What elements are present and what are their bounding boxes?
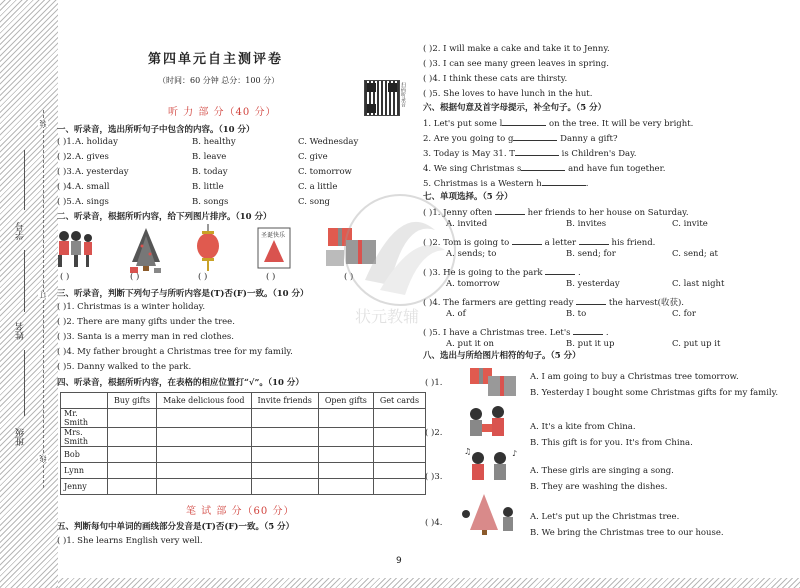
pronunciation-item: ( )2. I will make a cake and take it to Jenny. <box>423 44 610 54</box>
cut-mark: 装 <box>39 120 47 127</box>
table-row <box>61 463 426 479</box>
answer-slot[interactable]: ( ) <box>266 272 276 282</box>
choice-option[interactable]: C. put up it <box>672 339 721 349</box>
option-text: B. songs <box>192 197 229 207</box>
statement-item: ( )1. Christmas is a winter holiday. <box>57 302 206 312</box>
section-8-pictures <box>462 362 522 542</box>
check-cell[interactable] <box>251 409 318 428</box>
boy-girl-gift-picture <box>470 406 504 436</box>
answer-slot[interactable]: ( )5. <box>57 197 75 207</box>
blank-input[interactable] <box>576 295 606 305</box>
choice-option[interactable]: B. invites <box>566 219 607 229</box>
blank-input[interactable] <box>573 325 603 335</box>
question-part: ( )5. I have a Christmas tree. Let's <box>423 328 574 338</box>
choice-option[interactable]: A. invited <box>446 219 488 229</box>
pronunciation-item: ( )4. I think these cats are thirsty. <box>423 74 568 84</box>
sentence-option[interactable]: A. It's a kite from China. <box>530 422 636 432</box>
blank-input[interactable] <box>542 176 586 186</box>
blank-input[interactable] <box>545 265 575 275</box>
question-part: . <box>575 268 581 278</box>
answer-slot[interactable]: ( )1. <box>425 378 443 388</box>
option-text: C. a little <box>298 182 338 192</box>
option-text: A. small <box>75 182 110 192</box>
question-part: a letter <box>541 238 579 248</box>
check-cell[interactable] <box>108 409 157 428</box>
sentence-option[interactable]: B. They are washing the dishes. <box>530 482 668 492</box>
watermark-text: 状元教辅 <box>355 307 420 326</box>
option-text: B. today <box>192 167 228 177</box>
svg-text:♫: ♫ <box>464 447 472 456</box>
choice-option[interactable]: B. to <box>566 309 587 319</box>
sentence-option[interactable]: B. This gift is for you. It's from China. <box>530 438 693 448</box>
option-text: B. healthy <box>192 137 236 147</box>
section-3-title: 三、听录音，判断下列句子与所听内容是(T)否(F)一致。（10 分） <box>57 289 309 299</box>
question-part: ( )4. The farmers are getting ready <box>423 298 577 308</box>
choice-option[interactable]: C. send; at <box>672 249 718 259</box>
choice-option[interactable]: B. put it up <box>566 339 615 349</box>
option-text: A. sings <box>75 197 109 207</box>
check-cell[interactable] <box>251 479 318 495</box>
question-part: ( )1. Jenny often <box>423 208 495 218</box>
check-cell[interactable] <box>318 463 373 479</box>
check-cell[interactable] <box>108 428 157 447</box>
check-cell[interactable] <box>157 479 251 495</box>
check-cell[interactable] <box>157 447 251 463</box>
section-5-title: 五、判断每句中单词的画线部分发音是(T)否(F)一致。（5 分） <box>57 522 295 532</box>
check-cell[interactable] <box>373 479 425 495</box>
bottom-margin <box>58 578 800 588</box>
option-text: C. Wednesday <box>298 137 359 147</box>
answer-slot[interactable]: ( )2. <box>57 152 75 162</box>
choice-option[interactable]: A. sends; to <box>446 249 497 259</box>
check-cell[interactable] <box>373 447 425 463</box>
row-label: Mr. Smith <box>61 409 108 428</box>
answer-slot[interactable]: ( )2. <box>425 428 443 438</box>
prompt-text: Danny a gift? <box>557 134 618 144</box>
prompt-text: on the tree. It will be very bright. <box>546 119 694 129</box>
qr-caption: 扫码听录音 <box>400 82 406 107</box>
answer-slot[interactable]: ( ) <box>344 272 354 282</box>
prompt-text: 1. Let's put some l <box>423 119 503 129</box>
check-cell[interactable] <box>251 447 318 463</box>
question-part: ( )2. Tom is going to <box>423 238 512 248</box>
check-cell[interactable] <box>318 447 373 463</box>
pronunciation-item: ( )1. She learns English very well. <box>57 536 203 546</box>
section-1-title: 一、听录音，选出所听句子中包含的内容。（10 分） <box>57 125 255 135</box>
statement-item: ( )3. Santa is a merry man in red clothes. <box>57 332 234 342</box>
answer-slot[interactable]: ( )3. <box>425 472 443 482</box>
choice-option[interactable]: A. tomorrow <box>446 279 500 289</box>
table-row <box>61 447 426 463</box>
option-text: A. yesterday <box>75 167 129 177</box>
prompt-text: is Children's Day. <box>558 149 637 159</box>
girls-singing-picture <box>464 447 517 480</box>
fill-blank-item <box>423 131 618 144</box>
section-4-title: 四、听录音，根据所听内容，在表格的相应位置打“√”。（10 分） <box>57 378 304 388</box>
page-number: 9 <box>396 556 402 566</box>
check-cell[interactable] <box>318 479 373 495</box>
prompt-text: 3. Today is May 31. T <box>423 149 515 159</box>
table-row <box>61 409 426 428</box>
choice-option[interactable]: A. put it on <box>446 339 495 349</box>
watermark-logo <box>335 190 465 330</box>
table-row <box>61 479 426 495</box>
question-part: his friend. <box>608 238 656 248</box>
blank-input[interactable] <box>513 131 557 141</box>
column-header: Open gifts <box>318 393 373 409</box>
fill-line <box>24 350 25 416</box>
answer-slot[interactable]: ( )1. <box>57 137 75 147</box>
fill-blank-item <box>423 146 636 159</box>
table-header <box>61 393 426 409</box>
cut-line <box>43 110 44 488</box>
sentence-option[interactable]: A. I am going to buy a Christmas tree tomorrow. <box>530 372 739 382</box>
sentence-option[interactable]: B. We bring the Christmas tree to our house. <box>530 528 724 538</box>
answer-slot[interactable]: ( )4. <box>57 182 75 192</box>
class-label: 班级 <box>16 428 26 446</box>
pronunciation-item: ( )3. I can see many green leaves in spring. <box>423 59 609 69</box>
prompt-text: 5. Christmas is a Western h <box>423 179 542 189</box>
table-row <box>61 428 426 447</box>
check-cell[interactable] <box>318 428 373 447</box>
check-cell[interactable] <box>157 463 251 479</box>
blank-input[interactable] <box>495 205 525 215</box>
choice-option[interactable]: C. invite <box>672 219 708 229</box>
exam-meta: （时间：60 分钟 总分：100 分） <box>158 76 280 85</box>
check-cell[interactable] <box>251 428 318 447</box>
choice-option[interactable]: B. send; for <box>566 249 616 259</box>
question-part: the harvest(收获). <box>606 298 684 308</box>
prompt-text: 2. Are you going to g <box>423 134 514 144</box>
question-part: her friends to her house on Saturday. <box>524 208 689 218</box>
question-part: . <box>603 328 609 338</box>
prompt-text: . <box>585 179 589 189</box>
prompt-text: and have fun together. <box>565 164 666 174</box>
answer-slot[interactable]: ( ) <box>198 272 208 282</box>
check-cell[interactable] <box>108 463 157 479</box>
statement-item: ( )2. There are many gifts under the tree. <box>57 317 235 327</box>
column-header: Invite friends <box>251 393 318 409</box>
check-cell[interactable] <box>373 463 425 479</box>
section-6-title: 六、根据句意及首字母提示，补全句子。（5 分） <box>423 103 607 113</box>
cut-mark: 线 <box>39 455 47 462</box>
decorating-tree-picture <box>462 494 513 535</box>
name-label: 姓名 <box>16 322 26 340</box>
column-header: Make delicious food <box>157 393 251 409</box>
check-cell[interactable] <box>373 428 425 447</box>
writing-heading: 笔 试 部 分（60 分） <box>186 506 295 517</box>
check-cell[interactable] <box>251 463 318 479</box>
card-text: 圣诞快乐 <box>261 232 286 239</box>
sentence-option[interactable]: A. Let's put up the Christmas tree. <box>530 512 680 522</box>
page-title: 第四单元自主测评卷 <box>148 52 284 67</box>
row-label: Jenny <box>61 479 108 495</box>
check-cell[interactable] <box>157 409 251 428</box>
blank-input[interactable] <box>521 161 565 171</box>
row-label: Mrs. Smith <box>61 428 108 447</box>
option-text: C. give <box>298 152 328 162</box>
check-table <box>60 392 426 495</box>
question-part: ( )3. He is going to the park <box>423 268 546 278</box>
column-header: Get cards <box>373 393 425 409</box>
fill-blank-item <box>423 161 665 174</box>
blank-input[interactable] <box>512 235 542 245</box>
option-text: C. tomorrow <box>298 167 352 177</box>
svg-text:♪: ♪ <box>512 449 518 458</box>
section-2-title: 二、听录音，根据所听内容，给下列图片排序。（10 分） <box>57 212 272 222</box>
option-text: A. holiday <box>75 137 118 147</box>
sentence-option[interactable]: B. Yesterday I bought some Christmas gifts for my family. <box>530 388 779 398</box>
pronunciation-item: ( )5. She loves to have lunch in the hut. <box>423 89 593 99</box>
row-label: Bob <box>61 447 108 463</box>
check-cell[interactable] <box>108 447 157 463</box>
section-8-title: 八、选出与所给图片相符的句子。（5 分） <box>423 351 581 361</box>
children-picture <box>58 231 92 267</box>
option-text: A. gives <box>75 152 109 162</box>
statement-item: ( )4. My father brought a Christmas tree for my family. <box>57 347 293 357</box>
option-text: B. little <box>192 182 224 192</box>
answer-slot[interactable]: ( )4. <box>425 518 443 528</box>
fill-blank-item <box>423 176 588 189</box>
answer-slot[interactable]: ( ) <box>60 272 70 282</box>
choice-option[interactable]: C. last night <box>672 279 725 289</box>
check-cell[interactable] <box>157 428 251 447</box>
column-header: Buy gifts <box>108 393 157 409</box>
choice-option[interactable]: B. yesterday <box>566 279 620 289</box>
blank-input[interactable] <box>515 146 559 156</box>
christmas-card-picture <box>258 228 290 268</box>
option-text: C. song <box>298 197 330 207</box>
answer-slot[interactable]: ( ) <box>130 272 140 282</box>
check-cell[interactable] <box>318 409 373 428</box>
fill-blank-item <box>423 116 693 129</box>
cut-mark: 订 <box>39 292 47 299</box>
fill-line <box>24 250 25 312</box>
option-text: B. leave <box>192 152 227 162</box>
check-cell[interactable] <box>373 409 425 428</box>
blank-input[interactable] <box>579 235 609 245</box>
qr-code[interactable] <box>364 80 400 116</box>
check-cell[interactable] <box>108 479 157 495</box>
section-7-title: 七、单项选择。（5 分） <box>423 192 513 202</box>
prompt-text: 4. We sing Christmas s <box>423 164 522 174</box>
row-label: Lynn <box>61 463 108 479</box>
christmas-tree-picture <box>130 228 161 273</box>
listening-heading: 听 力 部 分（40 分） <box>168 107 277 118</box>
binding-margin <box>0 0 58 588</box>
gifts-picture <box>470 368 516 396</box>
lantern-picture <box>197 224 219 271</box>
school-label: 学号 <box>16 222 26 240</box>
sentence-option[interactable]: A. These girls are singing a song. <box>530 466 674 476</box>
fill-line <box>24 150 25 210</box>
answer-slot[interactable]: ( )3. <box>57 167 75 177</box>
statement-item: ( )5. Danny walked to the park. <box>57 362 192 372</box>
blank-input[interactable] <box>502 116 546 126</box>
choice-option[interactable]: C. for <box>672 309 696 319</box>
choice-option[interactable]: A. of <box>446 309 466 319</box>
